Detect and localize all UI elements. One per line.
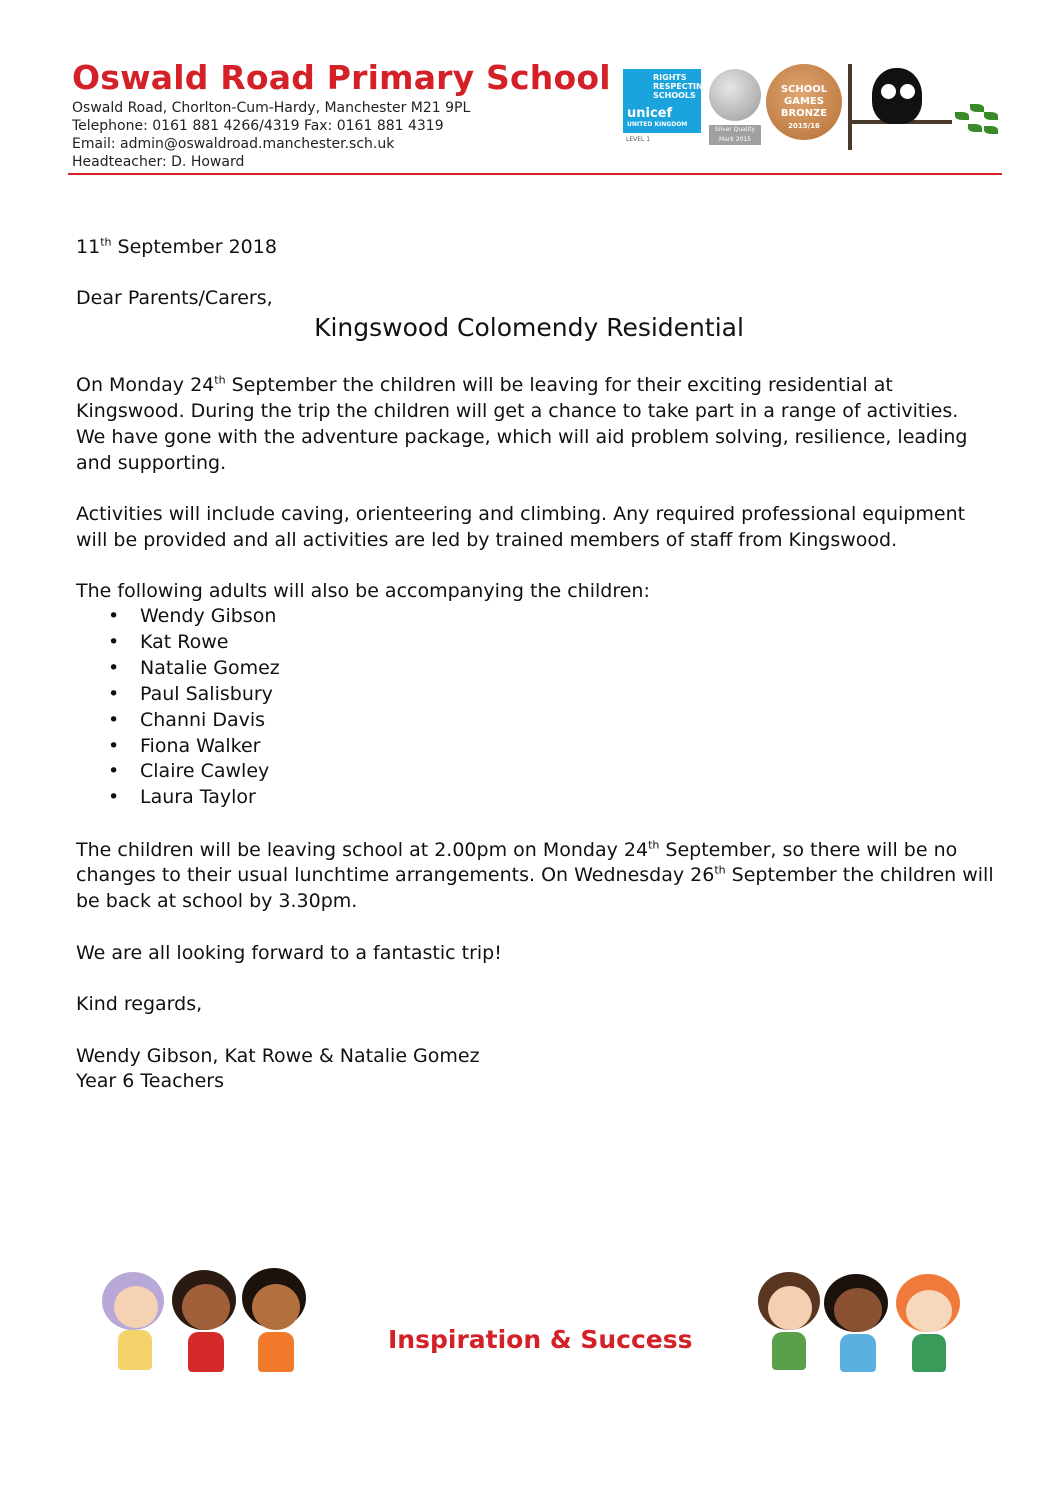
paragraph-line: changes to their usual lunchtime arrangements. On Wednesday 26th September the children will bbox=[76, 863, 994, 886]
bullet-icon: • bbox=[108, 656, 120, 679]
headteacher: Headteacher: D. Howard bbox=[72, 154, 245, 170]
level-text: LEVEL 1 bbox=[626, 136, 651, 143]
child-face-icon bbox=[834, 1288, 882, 1332]
leaf-icon bbox=[984, 112, 998, 120]
owl-eye-icon bbox=[898, 82, 917, 101]
child-face-icon bbox=[252, 1284, 300, 1330]
child-body-icon bbox=[118, 1330, 152, 1370]
school-contact-block bbox=[72, 99, 470, 171]
child-body-icon bbox=[912, 1334, 946, 1372]
child-face-icon bbox=[114, 1286, 158, 1328]
letter-title: Kingswood Colomendy Residential bbox=[314, 313, 744, 342]
children-illustration-left bbox=[98, 1268, 310, 1386]
school-name: Oswald Road Primary School bbox=[72, 58, 611, 97]
branch-icon bbox=[848, 64, 852, 150]
leaf-icon bbox=[955, 112, 969, 120]
list-item: • Natalie Gomez bbox=[108, 656, 280, 682]
badge-text: RESPECTING bbox=[653, 82, 710, 91]
paragraph-line: be back at school by 3.30pm. bbox=[76, 890, 358, 912]
paragraph-line: On Monday 24th September the children will be leaving for their exciting residential at bbox=[76, 373, 893, 396]
bullet-icon: • bbox=[108, 682, 120, 705]
school-games-bronze-badge bbox=[766, 64, 842, 140]
bullet-icon: • bbox=[108, 786, 120, 809]
leaf-icon bbox=[968, 124, 982, 132]
paragraph-line: Activities will include caving, orienteering and climbing. Any required professional equipment bbox=[76, 503, 966, 525]
bullet-icon: • bbox=[108, 760, 120, 783]
child-face-icon bbox=[906, 1290, 952, 1332]
paragraph-line: We have gone with the adventure package, which will aid problem solving, resilience, leading bbox=[76, 426, 968, 448]
signatory-role: Year 6 Teachers bbox=[76, 1070, 224, 1092]
list-item: • Claire Cawley bbox=[108, 759, 280, 785]
badge-text: SCHOOL bbox=[780, 84, 828, 95]
list-item: • Wendy Gibson bbox=[108, 604, 280, 630]
badge-text: SCHOOLS bbox=[653, 91, 696, 100]
list-item: • Channi Davis bbox=[108, 708, 280, 734]
badge-text: RIGHTS bbox=[653, 73, 687, 82]
paragraph-line: We are all looking forward to a fantastic trip! bbox=[76, 942, 502, 964]
school-address: Oswald Road, Chorlton-Cum-Hardy, Manchester M21 9PL bbox=[72, 100, 471, 116]
leaf-icon bbox=[984, 126, 998, 134]
school-telephone: Telephone: 0161 881 4266/4319 Fax: 0161 881 4319 bbox=[72, 118, 444, 134]
signatories: Wendy Gibson, Kat Rowe & Natalie Gomez bbox=[76, 1045, 480, 1067]
badge-text: GAMES bbox=[784, 96, 824, 107]
bullet-icon: • bbox=[108, 630, 120, 653]
paragraph-line: will be provided and all activities are led by trained members of staff from Kingswood. bbox=[76, 529, 898, 551]
school-email: Email: admin@oswaldroad.manchester.sch.uk bbox=[72, 136, 395, 152]
child-body-icon bbox=[840, 1334, 876, 1372]
badge-text: BRONZE bbox=[780, 108, 828, 119]
header-divider bbox=[68, 173, 1002, 175]
bullet-icon: • bbox=[108, 734, 120, 757]
school-motto: Inspiration & Success bbox=[388, 1325, 693, 1354]
bullet-icon: • bbox=[108, 708, 120, 731]
list-item: • Kat Rowe bbox=[108, 630, 280, 656]
child-body-icon bbox=[258, 1332, 294, 1372]
adults-list bbox=[108, 604, 280, 811]
badge-text: 2015/16 bbox=[788, 122, 820, 130]
badge-text: UNITED KINGDOM bbox=[627, 121, 688, 128]
silver-quality-label: Silver Quality Mark 2015 bbox=[709, 125, 761, 145]
closing: Kind regards, bbox=[76, 993, 203, 1015]
child-body-icon bbox=[188, 1332, 224, 1372]
list-item: • Paul Salisbury bbox=[108, 682, 280, 708]
list-item: • Laura Taylor bbox=[108, 785, 280, 811]
children-illustration-right bbox=[748, 1268, 964, 1388]
list-item: • Fiona Walker bbox=[108, 734, 280, 760]
child-body-icon bbox=[772, 1332, 806, 1370]
silver-quality-mark-icon bbox=[709, 69, 761, 121]
paragraph-line: and supporting. bbox=[76, 452, 227, 474]
leaf-icon bbox=[970, 104, 984, 112]
paragraph-line: Kingswood. During the trip the children will get a chance to take part in a range of activities. bbox=[76, 400, 959, 422]
paragraph-line: The following adults will also be accompanying the children: bbox=[76, 580, 650, 602]
bullet-icon: • bbox=[108, 605, 120, 627]
letter-date: 11th September 2018 bbox=[76, 235, 277, 258]
salutation: Dear Parents/Carers, bbox=[76, 287, 273, 309]
paragraph-line: The children will be leaving school at 2.00pm on Monday 24th September, so there will be no bbox=[76, 838, 958, 861]
unicef-logo-text: unicef bbox=[627, 106, 673, 121]
child-face-icon bbox=[768, 1286, 812, 1330]
unicef-rights-respecting-badge bbox=[623, 69, 710, 133]
owl-eye-icon bbox=[879, 82, 898, 101]
child-face-icon bbox=[182, 1284, 230, 1330]
